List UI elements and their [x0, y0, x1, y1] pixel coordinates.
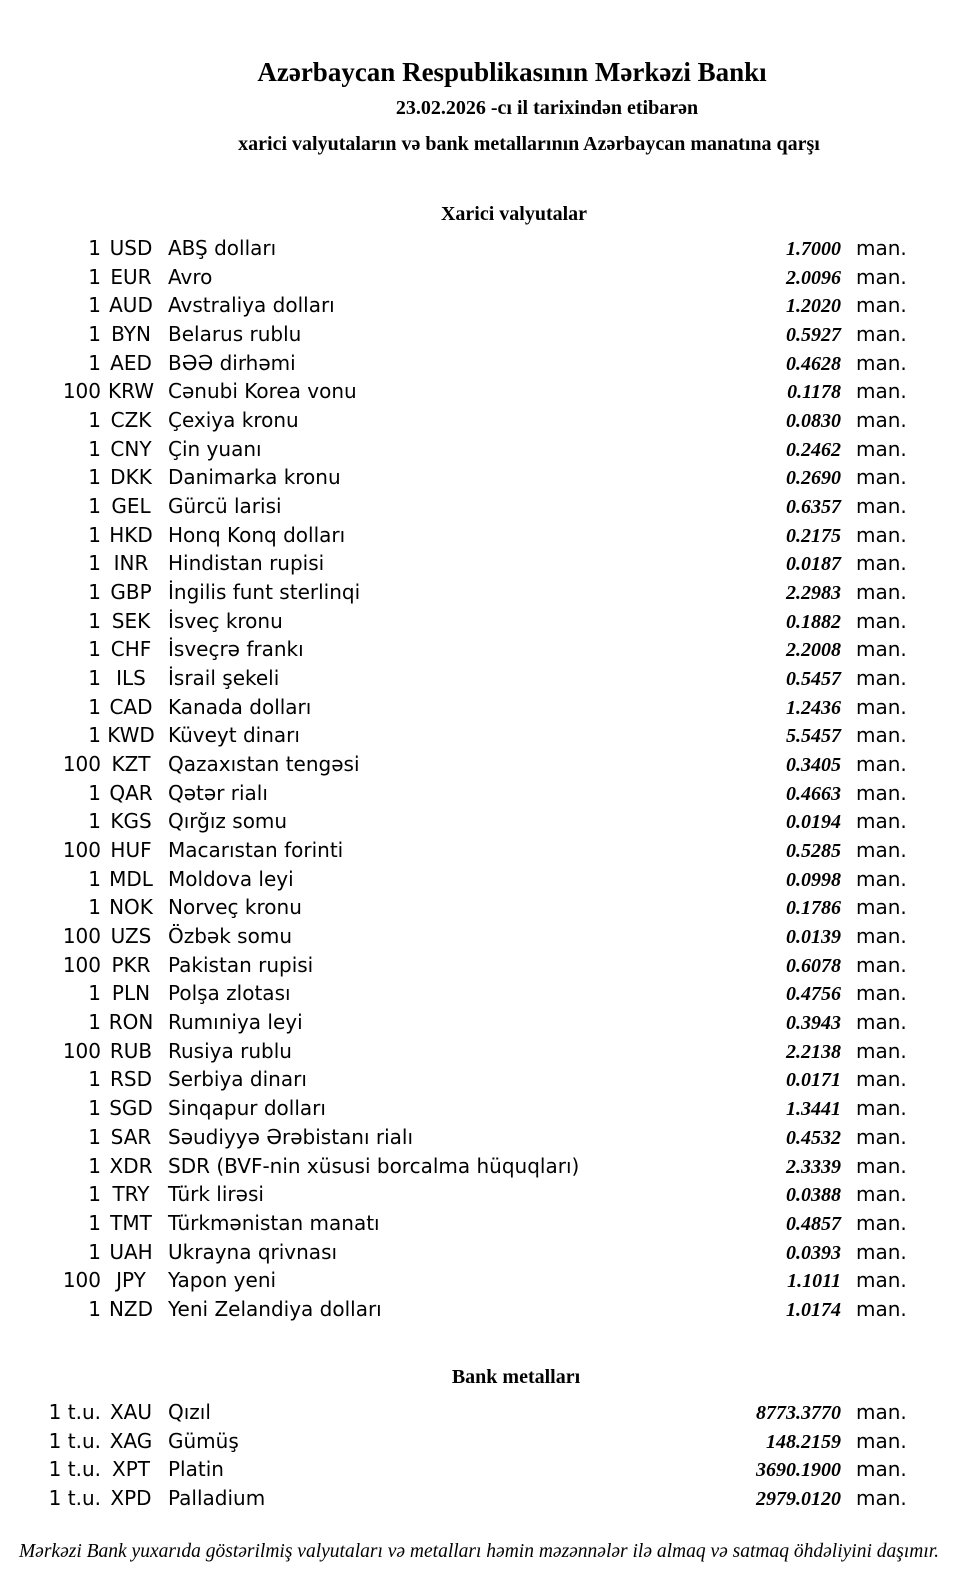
rate-cell: 1.2020	[786, 295, 841, 318]
code-cell: KZT	[111, 752, 151, 777]
quantity-cell: 100	[62, 1268, 101, 1293]
unit-cell: man.	[856, 694, 907, 719]
rate-cell: 0.0194	[786, 811, 841, 834]
currency-row	[0, 922, 908, 951]
quantity-cell: 1 t.u.	[48, 1486, 101, 1511]
rate-cell: 2.3339	[786, 1155, 841, 1178]
code-cell: CZK	[110, 408, 152, 433]
name-cell: Sinqapur dolları	[168, 1096, 326, 1121]
code-cell: XDR	[109, 1153, 153, 1178]
code-cell: HUF	[110, 838, 152, 863]
name-cell: Moldova leyi	[168, 866, 294, 891]
name-cell: Gümüş	[168, 1428, 239, 1453]
rate-cell: 1.1011	[787, 1270, 841, 1293]
unit-cell: man.	[856, 608, 907, 633]
name-cell: Qırğız somu	[168, 809, 288, 834]
currency-row	[0, 1295, 908, 1324]
code-cell: TMT	[110, 1210, 152, 1235]
rate-cell: 0.0139	[786, 926, 841, 949]
currency-row	[0, 578, 908, 607]
code-cell: CHF	[110, 637, 152, 662]
currency-row	[0, 320, 908, 349]
quantity-cell: 1	[88, 350, 101, 375]
code-cell: EUR	[110, 264, 152, 289]
currency-row	[0, 779, 908, 808]
code-cell: XAG	[109, 1428, 153, 1453]
rate-cell: 0.4663	[786, 782, 841, 805]
code-cell: KGS	[110, 809, 152, 834]
code-cell: NZD	[108, 1296, 154, 1321]
subject-line: xarici valyutaların və bank metallarının Azərbaycan manatına qarşı	[238, 133, 820, 155]
code-cell: NOK	[109, 895, 153, 920]
name-cell: İsveç kronu	[168, 608, 283, 633]
quantity-cell: 1	[88, 1067, 101, 1092]
quantity-cell: 1	[88, 1239, 101, 1264]
quantity-cell: 1	[88, 608, 101, 633]
rate-cell: 0.5285	[786, 840, 841, 863]
rate-cell: 1.7000	[786, 238, 841, 260]
code-cell: BYN	[111, 322, 151, 347]
name-cell: Pakistan rupisi	[168, 952, 314, 977]
unit-cell: man.	[856, 293, 907, 318]
rate-cell: 0.0998	[786, 868, 841, 891]
unit-cell: man.	[856, 866, 907, 891]
code-cell: SGD	[109, 1096, 153, 1121]
quantity-cell: 1	[88, 436, 101, 461]
currency-row	[0, 1152, 908, 1181]
quantity-cell: 1	[88, 666, 101, 691]
rate-cell: 0.1882	[786, 610, 841, 633]
code-cell: GBP	[110, 580, 152, 605]
unit-cell: man.	[856, 723, 907, 748]
unit-cell: man.	[856, 924, 907, 949]
currency-row	[0, 979, 908, 1008]
rate-cell: 0.0388	[786, 1184, 841, 1207]
quantity-cell: 1	[88, 1124, 101, 1149]
unit-cell: man.	[856, 1067, 907, 1092]
currency-row	[0, 951, 908, 980]
quantity-cell: 100	[62, 752, 101, 777]
rate-cell: 0.3943	[786, 1012, 841, 1035]
rate-cell: 0.4857	[786, 1212, 841, 1235]
name-cell: Norveç kronu	[168, 895, 302, 920]
name-cell: İngilis funt sterlinqi	[168, 580, 361, 605]
code-cell: RUB	[109, 1038, 153, 1063]
unit-cell: man.	[856, 637, 907, 662]
code-cell: UZS	[110, 924, 152, 949]
rate-cell: 8773.3770	[756, 1402, 841, 1424]
name-cell: Platin	[168, 1457, 224, 1482]
quantity-cell: 100	[62, 1038, 101, 1063]
currency-row	[0, 1065, 908, 1094]
quantity-cell: 1 t.u.	[48, 1400, 101, 1424]
quantity-cell: 1	[88, 236, 101, 260]
currency-row	[0, 693, 908, 722]
name-cell: Yapon yeni	[168, 1268, 277, 1293]
rate-cell: 0.4756	[786, 983, 841, 1006]
currency-row	[0, 234, 908, 263]
name-cell: Səudiyyə Ərəbistanı rialı	[168, 1124, 414, 1149]
unit-cell: man.	[856, 1182, 907, 1207]
unit-cell: man.	[856, 1239, 907, 1264]
rate-cell: 0.6357	[786, 496, 841, 519]
code-cell: XPD	[110, 1486, 152, 1511]
currencies-section-title: Xarici valyutalar	[440, 203, 588, 225]
code-cell: RON	[108, 1010, 154, 1035]
code-cell: RSD	[110, 1067, 152, 1092]
rate-cell: 1.0174	[786, 1298, 841, 1321]
unit-cell: man.	[856, 408, 907, 433]
quantity-cell: 1	[88, 895, 101, 920]
quantity-cell: 1	[88, 809, 101, 834]
code-cell: CNY	[110, 436, 152, 461]
code-cell: SAR	[110, 1124, 152, 1149]
code-cell: MDL	[109, 866, 153, 891]
metals-section-title: Bank metalları	[451, 1366, 581, 1388]
name-cell: Qətər rialı	[168, 780, 268, 805]
quantity-cell: 1	[88, 637, 101, 662]
name-cell: Gürcü larisi	[168, 494, 282, 519]
name-cell: Serbiya dinarı	[168, 1067, 307, 1092]
rate-cell: 0.1786	[786, 897, 841, 920]
unit-cell: man.	[856, 522, 907, 547]
rate-cell: 0.0830	[786, 410, 841, 433]
unit-cell: man.	[856, 1210, 907, 1235]
currency-row	[0, 865, 908, 894]
name-cell: Qazaxıstan tengəsi	[168, 752, 360, 777]
quantity-cell: 1	[88, 694, 101, 719]
name-cell: Çexiya kronu	[168, 408, 299, 433]
rate-cell: 1.2436	[786, 696, 841, 719]
code-cell: ILS	[116, 666, 146, 691]
name-cell: Honq Konq dolları	[168, 522, 346, 547]
unit-cell: man.	[856, 1096, 907, 1121]
name-cell: Türk lirəsi	[168, 1182, 264, 1207]
obligation-note: Mərkəzi Bank yuxarıda göstərilmiş valyutaları və metalları həmin məzənnələr ilə almaq və satmaq öhdəliyini daşımır.	[18, 1541, 940, 1562]
quantity-cell: 100	[62, 379, 101, 404]
quantity-cell: 100	[62, 838, 101, 863]
code-cell: TRY	[112, 1182, 150, 1207]
quantity-cell: 1	[88, 866, 101, 891]
rate-cell: 0.0171	[786, 1069, 841, 1092]
quantity-cell: 1	[88, 1210, 101, 1235]
quantity-cell: 1	[88, 1010, 101, 1035]
name-cell: Avstraliya dolları	[168, 293, 335, 318]
currency-row	[0, 291, 908, 320]
currency-row	[0, 750, 908, 779]
code-cell: GEL	[111, 494, 151, 519]
quantity-cell: 1	[88, 264, 101, 289]
currency-row	[0, 435, 908, 464]
quantity-cell: 1	[88, 1096, 101, 1121]
currency-row	[0, 893, 908, 922]
currency-row	[0, 664, 908, 693]
name-cell: Ukrayna qrivnası	[168, 1239, 338, 1264]
name-cell: Avro	[168, 264, 213, 289]
rate-cell: 0.3405	[786, 754, 841, 777]
rate-cell: 148.2159	[766, 1430, 841, 1453]
unit-cell: man.	[856, 1268, 907, 1293]
unit-cell: man.	[856, 1010, 907, 1035]
currency-row	[0, 406, 908, 435]
code-cell: KRW	[108, 379, 154, 404]
name-cell: Özbək somu	[168, 924, 292, 949]
code-cell: DKK	[110, 465, 152, 490]
code-cell: XAU	[109, 1400, 153, 1424]
metal-row	[0, 1455, 908, 1484]
rate-cell: 0.6078	[786, 954, 841, 977]
code-cell: AED	[110, 350, 152, 375]
quantity-cell: 1	[88, 408, 101, 433]
metal-row	[0, 1398, 908, 1427]
unit-cell: man.	[856, 236, 907, 260]
rate-cell: 0.4628	[786, 352, 841, 375]
quantity-cell: 1	[88, 981, 101, 1006]
currency-row	[0, 521, 908, 550]
currency-row	[0, 1123, 908, 1152]
quantity-cell: 1	[88, 1182, 101, 1207]
name-cell: Hindistan rupisi	[168, 551, 325, 576]
currency-row	[0, 492, 908, 521]
name-cell: İsrail şekeli	[168, 666, 280, 691]
quantity-cell: 1	[88, 322, 101, 347]
quantity-cell: 1	[88, 1296, 101, 1321]
currency-row	[0, 1008, 908, 1037]
unit-cell: man.	[856, 838, 907, 863]
name-cell: Cənubi Korea vonu	[168, 379, 357, 404]
unit-cell: man.	[856, 952, 907, 977]
name-cell: Rumıniya leyi	[168, 1010, 303, 1035]
currency-row	[0, 377, 908, 406]
currency-row	[0, 263, 908, 292]
currency-row	[0, 1094, 908, 1123]
unit-cell: man.	[856, 752, 907, 777]
rate-cell: 5.5457	[786, 725, 841, 748]
name-cell: SDR (BVF-nin xüsusi borcalma hüquqları)	[168, 1153, 580, 1178]
unit-cell: man.	[856, 1400, 907, 1424]
quantity-cell: 1 t.u.	[48, 1457, 101, 1482]
unit-cell: man.	[856, 436, 907, 461]
unit-cell: man.	[856, 322, 907, 347]
unit-cell: man.	[856, 264, 907, 289]
unit-cell: man.	[856, 1038, 907, 1063]
code-cell: XPT	[112, 1457, 150, 1482]
quantity-cell: 1	[88, 465, 101, 490]
currency-row	[0, 836, 908, 865]
rate-cell: 2979.0120	[756, 1488, 841, 1511]
quantity-cell: 1	[88, 494, 101, 519]
quantity-cell: 1	[88, 780, 101, 805]
rate-cell: 0.0187	[786, 553, 841, 576]
rate-cell: 2.2138	[786, 1040, 841, 1063]
code-cell: PKR	[111, 952, 151, 977]
rate-cell: 2.2008	[786, 639, 841, 662]
quantity-cell: 1	[88, 723, 101, 748]
code-cell: HKD	[109, 522, 153, 547]
unit-cell: man.	[856, 379, 907, 404]
unit-cell: man.	[856, 666, 907, 691]
unit-cell: man.	[856, 1124, 907, 1149]
metal-row	[0, 1427, 908, 1456]
code-cell: INR	[113, 551, 149, 576]
rate-cell: 0.2690	[786, 467, 841, 490]
rate-cell: 0.5457	[786, 668, 841, 691]
rate-cell: 0.2462	[786, 438, 841, 461]
code-cell: JPY	[116, 1268, 146, 1293]
code-cell: KWD	[107, 723, 155, 748]
quantity-cell: 1	[88, 293, 101, 318]
name-cell: Rusiya rublu	[168, 1038, 292, 1063]
name-cell: Türkmənistan manatı	[168, 1210, 380, 1235]
code-cell: CAD	[109, 694, 153, 719]
rate-cell: 0.4532	[786, 1126, 841, 1149]
rate-cell: 3690.1900	[756, 1459, 841, 1482]
unit-cell: man.	[856, 780, 907, 805]
name-cell: İsveçrə frankı	[168, 637, 304, 662]
rate-cell: 0.1178	[787, 381, 841, 404]
currency-row	[0, 1238, 908, 1267]
metal-table	[0, 1398, 908, 1513]
name-cell: Kanada dolları	[168, 694, 312, 719]
unit-cell: man.	[856, 494, 907, 519]
quantity-cell: 1	[88, 1153, 101, 1178]
unit-cell: man.	[856, 1457, 907, 1482]
effective-date-line: 23.02.2026 -cı il tarixindən etibarən	[395, 97, 699, 119]
rate-cell: 0.2175	[786, 524, 841, 547]
unit-cell: man.	[856, 580, 907, 605]
currency-row	[0, 1180, 908, 1209]
name-cell: Küveyt dinarı	[168, 723, 300, 748]
code-cell: PLN	[111, 981, 151, 1006]
unit-cell: man.	[856, 551, 907, 576]
currency-row	[0, 349, 908, 378]
name-cell: Macarıstan forinti	[168, 838, 344, 863]
currency-row	[0, 1209, 908, 1238]
unit-cell: man.	[856, 1486, 907, 1511]
currency-table	[0, 234, 908, 1324]
rate-cell: 2.2983	[786, 582, 841, 605]
quantity-cell: 1	[88, 522, 101, 547]
name-cell: BƏƏ dirhəmi	[168, 350, 296, 375]
currency-row	[0, 607, 908, 636]
currency-row	[0, 807, 908, 836]
quantity-cell: 1	[88, 580, 101, 605]
currency-row	[0, 721, 908, 750]
name-cell: Belarus rublu	[168, 322, 302, 347]
currency-row	[0, 463, 908, 492]
quantity-cell: 1 t.u.	[48, 1428, 101, 1453]
unit-cell: man.	[856, 1153, 907, 1178]
code-cell: AUD	[109, 293, 153, 318]
quantity-cell: 1	[88, 551, 101, 576]
bank-title: Azərbaycan Respublikasının Mərkəzi Bankı	[257, 57, 767, 87]
unit-cell: man.	[856, 465, 907, 490]
name-cell: Polşa zlotası	[168, 981, 291, 1006]
quantity-cell: 100	[62, 924, 101, 949]
rate-cell: 2.0096	[786, 266, 841, 289]
unit-cell: man.	[856, 981, 907, 1006]
code-cell: USD	[109, 236, 153, 260]
quantity-cell: 100	[62, 952, 101, 977]
unit-cell: man.	[856, 895, 907, 920]
rate-cell: 0.0393	[786, 1241, 841, 1264]
code-cell: QAR	[109, 780, 153, 805]
name-cell: Palladium	[168, 1486, 266, 1511]
code-cell: SEK	[111, 608, 151, 633]
name-cell: ABŞ dolları	[168, 236, 277, 260]
rate-cell: 1.3441	[786, 1098, 841, 1121]
name-cell: Yeni Zelandiya dolları	[168, 1296, 382, 1321]
rate-cell: 0.5927	[786, 324, 841, 347]
unit-cell: man.	[856, 350, 907, 375]
name-cell: Danimarka kronu	[168, 465, 341, 490]
currency-row	[0, 1266, 908, 1295]
name-cell: Çin yuanı	[168, 436, 262, 461]
currency-row	[0, 635, 908, 664]
code-cell: UAH	[109, 1239, 153, 1264]
currency-row	[0, 549, 908, 578]
unit-cell: man.	[856, 1296, 907, 1321]
name-cell: Qızıl	[168, 1400, 211, 1424]
metal-row	[0, 1484, 908, 1513]
currency-row	[0, 1037, 908, 1066]
unit-cell: man.	[856, 809, 907, 834]
unit-cell: man.	[856, 1428, 907, 1453]
